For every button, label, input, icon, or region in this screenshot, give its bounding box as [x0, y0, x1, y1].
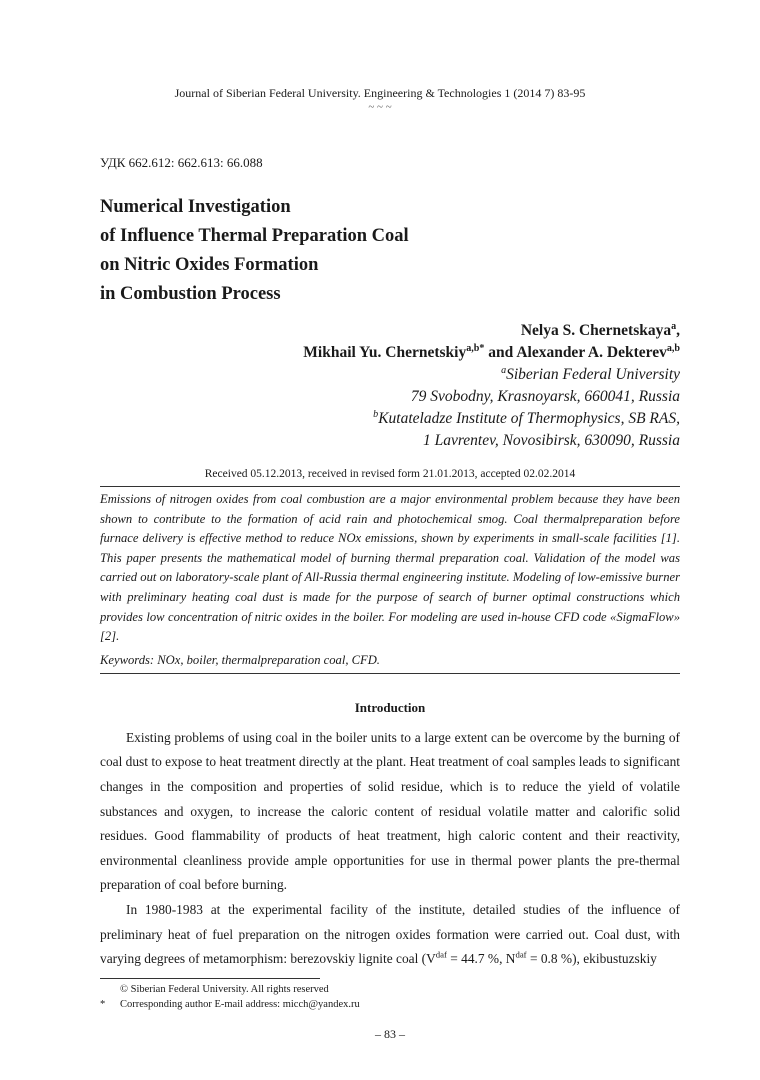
affiliation-mark: a: [501, 364, 507, 376]
superscript: daf: [515, 949, 527, 960]
title-line: Numerical Investigation: [100, 197, 291, 217]
footnote-divider: [100, 978, 320, 979]
author-block: [303, 320, 680, 452]
text-run: = 0.8 %), ekibustuzskiy: [526, 951, 657, 967]
text-run: = 44.7 %, N: [446, 951, 516, 967]
affiliation-address: 79 Svobodny, Krasnoyarsk, 660041, Russia: [410, 388, 680, 405]
title-line: in Combustion Process: [100, 284, 281, 304]
affiliation-mark: a: [671, 320, 677, 332]
divider: [100, 486, 680, 487]
author-name: Mikhail Yu. Chernetskiy: [303, 344, 467, 361]
author-name: Nelya S. Chernetskaya: [520, 322, 672, 339]
header-ornament: ~ ~ ~: [368, 101, 392, 113]
section-heading: Introduction: [354, 699, 426, 715]
title-line: on Nitric Oxides Formation: [100, 255, 319, 275]
superscript: daf: [435, 949, 447, 960]
received-dates: Received 05.12.2013, received in revised form 21.01.2013, accepted 02.02.2014: [204, 468, 576, 480]
footnote-text: Corresponding author E-mail address: micch@yandex.ru: [120, 998, 360, 1010]
author-name: Alexander A. Dekterev: [516, 344, 667, 361]
title-line: of Influence Thermal Preparation Coal: [100, 226, 409, 246]
abstract: Emissions of nitrogen oxides from coal combustion are a major environmental problem because they have been shown to contribute to the formation of acid rain and photochemical smog. Coal thermalpreparation before furnace delivery is effective method to reduce NOx emissions, shown by experiments in small-scale facilities [1]. This paper presents the mathematical model of burning thermal preparation coal. Validation of the model was carried out on laboratory-scale plant of All-Russia thermal engineering institute. Modeling of low-emissive burner with preliminary heating coal dust is made for the purpose of search of burner optimal constructions which provides low concentration of nitric oxides in the boiler. For modeling are used in-house CFD code «SigmaFlow» [2].: [100, 492, 680, 644]
footnote-text: © Siberian Federal University. All rights reserved: [120, 983, 329, 995]
paper-title: [100, 193, 409, 309]
body-text: [100, 726, 680, 972]
text-run: In 1980-1983 at the experimental facility of the institute, detailed studies of the influence of preliminary heat of fuel preparation on the nitrogen oxides formation were carried out. Coal dust, with varying degrees of metamorphism: berezovskiy lignite coal (V: [100, 901, 680, 967]
footnote-mark: *: [100, 998, 106, 1010]
divider: [100, 673, 680, 674]
paragraph: [100, 898, 680, 972]
separator: ,: [676, 322, 680, 339]
affiliation-mark: a,b: [666, 342, 680, 354]
journal-header: Journal of Siberian Federal University. Engineering & Technologies 1 (2014 7) 83-95: [174, 86, 586, 100]
article-flow: [100, 467, 680, 1072]
paragraph: Existing problems of using coal in the boiler units to a large extent can be overcome by the burning of coal dust to expose to heat treatment directly at the plant. Heat treatment of coal samples leads to significant changes in the composition and properties of solid residue, which is to reduce the yield of volatile substances and oxygen, to increase the caloric content of residual volatile matter and calorific solid residues. Good flammability of products of heat treatment, high caloric content and their reactivity, environmental cleanliness provide ample opportunities for use in thermal power plants the pre-thermal preparation of coal before burning.: [100, 729, 680, 893]
conjunction: and: [484, 344, 517, 361]
udk-code: УДК 662.612: 662.613: 66.088: [100, 155, 263, 170]
affiliation: Kutateladze Institute of Thermophysics, SB RAS,: [378, 410, 680, 427]
affiliation-address: 1 Lavrentev, Novosibirsk, 630090, Russia: [422, 432, 680, 449]
affiliation-mark: a,b*: [466, 342, 485, 354]
page-number: – 83 –: [375, 1026, 405, 1041]
footnote: [100, 997, 680, 1012]
affiliation: Siberian Federal University: [506, 366, 680, 383]
keywords: Keywords: NOx, boiler, thermalpreparation coal, CFD.: [100, 652, 380, 667]
footnote: [100, 982, 680, 997]
affiliation-mark: b: [373, 408, 379, 420]
